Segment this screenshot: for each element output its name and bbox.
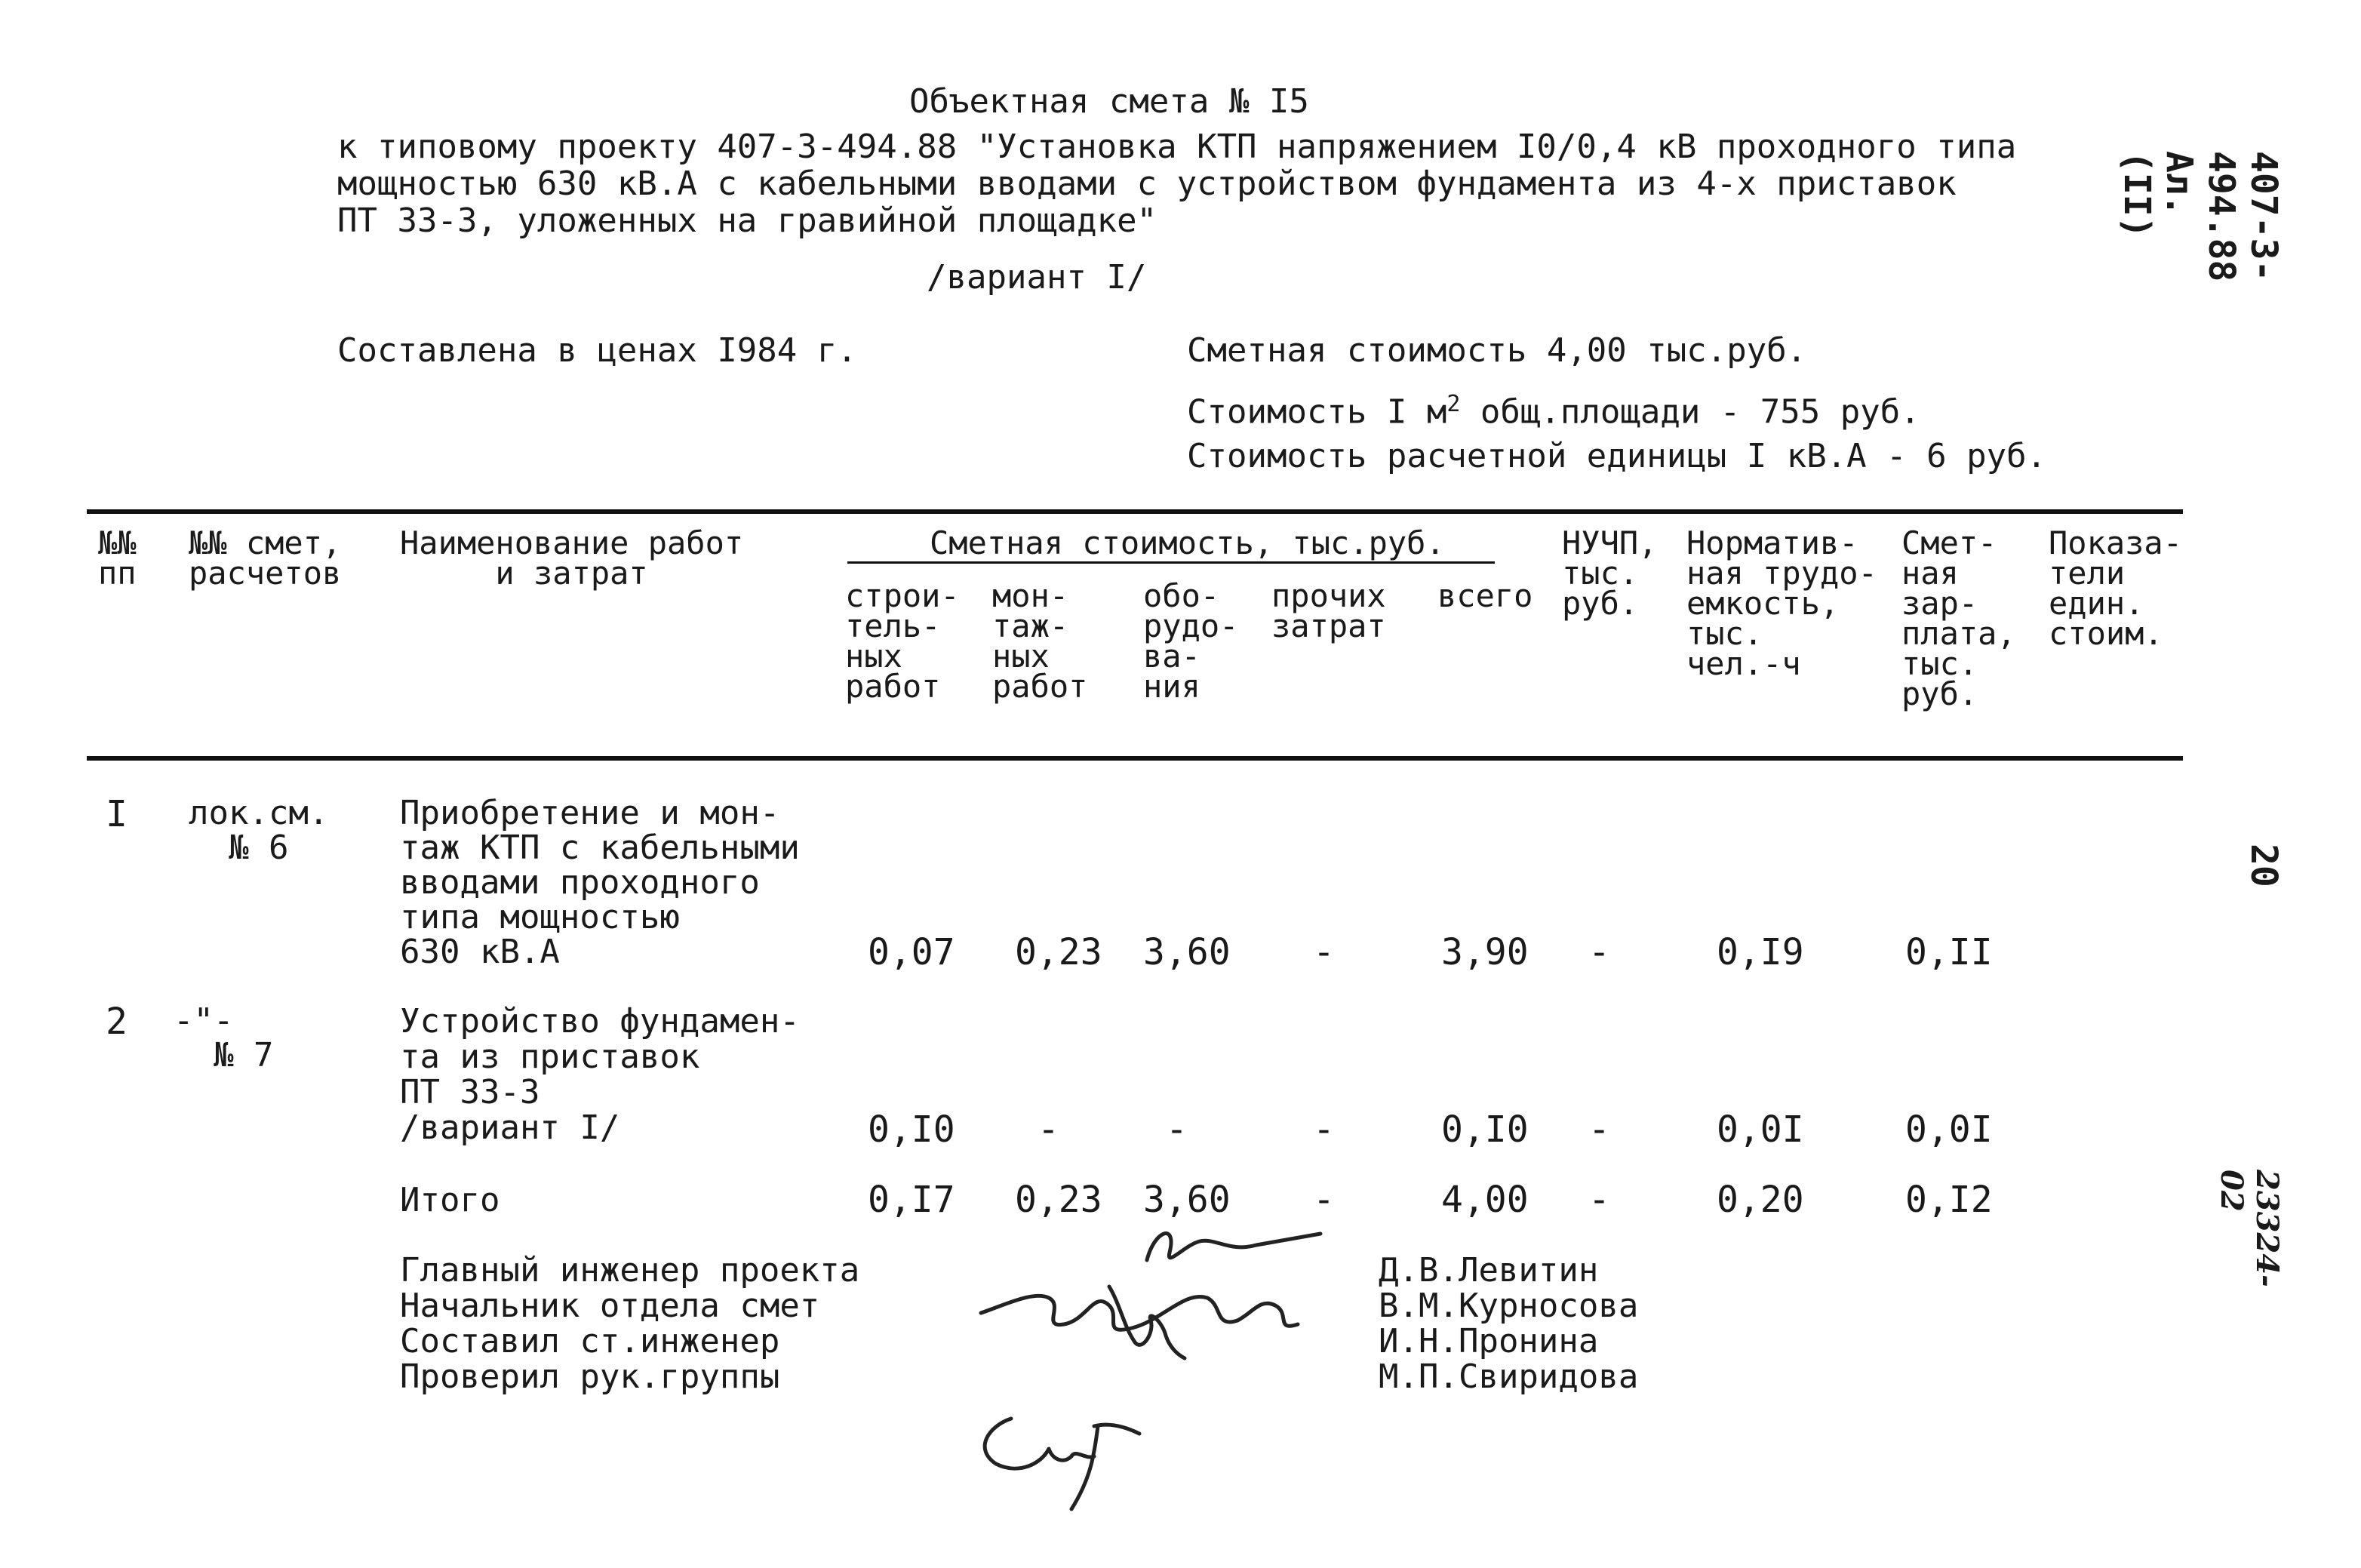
row-wage: 0,0I [1905,1108,1993,1151]
total-nuchp: - [1588,1179,1610,1221]
total-other: - [1313,1179,1335,1221]
row-mount: - [1038,1108,1059,1151]
header-indicators: Показа- тели един. стоим. [2049,524,2183,652]
row-nuchp: - [1588,931,1610,973]
signer-name-2: В.М.Курносова [1379,1287,1639,1325]
row-name: Приобретение и мон- таж КТП с кабельными вводами проходного типа мощностью 630 кВ.А [400,794,800,971]
header-cost-group: Сметная стоимость, тыс.руб. [930,524,1445,561]
row-labor: 0,I9 [1717,931,1804,973]
row-wage: 0,II [1905,931,1993,973]
signer-name-4: М.П.Свиридова [1379,1357,1639,1396]
signer-name-1: Д.В.Левитин [1379,1251,1599,1290]
header-other: прочих затрат [1271,577,1386,644]
subtitle-line-3: ПТ 33-3, уложенных на гравийной площадке" [337,201,1157,240]
header-bottom-rule [87,756,2183,761]
cost-per-m2: Стоимость I $м^2$ общ.площади - 755 руб. [1187,391,1920,432]
table-top-rule [87,509,2183,514]
signer-role-2: Начальник отдела смет [400,1287,820,1325]
total-labor: 0,20 [1717,1179,1804,1221]
header-labor: Норматив- ная трудо- емкость, тыс. чел.-ч [1686,524,1877,682]
row-total: 0,I0 [1441,1108,1529,1151]
margin-page-number: 20 [2243,844,2285,887]
total-wage: 0,I2 [1905,1179,1993,1221]
header-equip: обо- рудо- ва- ния [1143,577,1239,705]
signature-2 [981,1296,1298,1330]
group-header-underline [847,561,1495,564]
signer-name-3: И.Н.Пронина [1379,1322,1599,1360]
estimate-title: Объектная смета № I5 [909,82,1309,121]
row-build: 0,I0 [868,1108,955,1151]
total-equip: 3,60 [1143,1179,1231,1221]
header-no: №№ пп [98,524,137,592]
row-no: 2 [106,1001,128,1043]
header-nuchp: НУЧП, тыс. руб. [1562,524,1658,622]
header-name: Наименование работ и затрат [400,524,744,592]
header-wage: Смет- ная зар- плата, тыс. руб. [1901,524,2016,712]
row-mount: 0,23 [1015,931,1102,973]
row-total: 3,90 [1441,931,1529,973]
signature-4 [985,1419,1139,1509]
header-build: строи- тель- ных работ [845,577,960,705]
row-name: Устройство фундамен- та из приставок ПТ 33-3 /вариант I/ [400,1002,800,1147]
row-other: - [1313,931,1335,973]
total-label: Итого [400,1181,500,1219]
row-labor: 0,0I [1717,1108,1804,1151]
row-calc: лок.см. № 6 [189,794,329,867]
variant-label: /вариант I/ [927,258,1147,297]
row-equip: 3,60 [1143,931,1231,973]
row-other: - [1313,1108,1335,1151]
handwritten-signatures [958,1200,1381,1517]
signer-role-3: Составил ст.инженер [400,1322,780,1360]
total-build: 0,I7 [868,1179,955,1221]
row-equip: - [1166,1108,1188,1151]
margin-project-code: 407-3-494.88 Ал.(II) [2116,151,2285,282]
header-total: всего [1437,577,1533,614]
cost-per-unit: Стоимость расчетной единицы I кВ.А - 6 руб. [1187,437,2047,475]
row-nuchp: - [1588,1108,1610,1151]
header-calc: №№ смет, расчетов [189,524,342,592]
row-calc: -"- № 7 [174,1001,274,1075]
row-no: I [106,793,128,835]
signature-1 [1147,1234,1320,1260]
estimated-cost: Сметная стоимость 4,00 тыс.руб. [1187,331,1807,370]
total-mount: 0,23 [1015,1179,1102,1221]
row-build: 0,07 [868,931,955,973]
subtitle-line-1: к типовому проекту 407-3-494.88 "Установка КТП напряжением I0/0,4 кВ проходного типа [337,128,2017,166]
composed-prices: Составлена в ценах I984 г. [337,331,857,370]
total-total: 4,00 [1441,1179,1529,1221]
signer-role-1: Главный инженер проекта [400,1251,860,1290]
signer-role-4: Проверил рук.группы [400,1357,780,1396]
header-mount: мон- таж- ных работ [992,577,1088,705]
margin-inventory-number: 23324-02 [2214,1170,2285,1287]
subtitle-line-2: мощностью 630 кВ.А с кабельными вводами с устройством фундамента из 4-х приставок [337,164,1957,203]
